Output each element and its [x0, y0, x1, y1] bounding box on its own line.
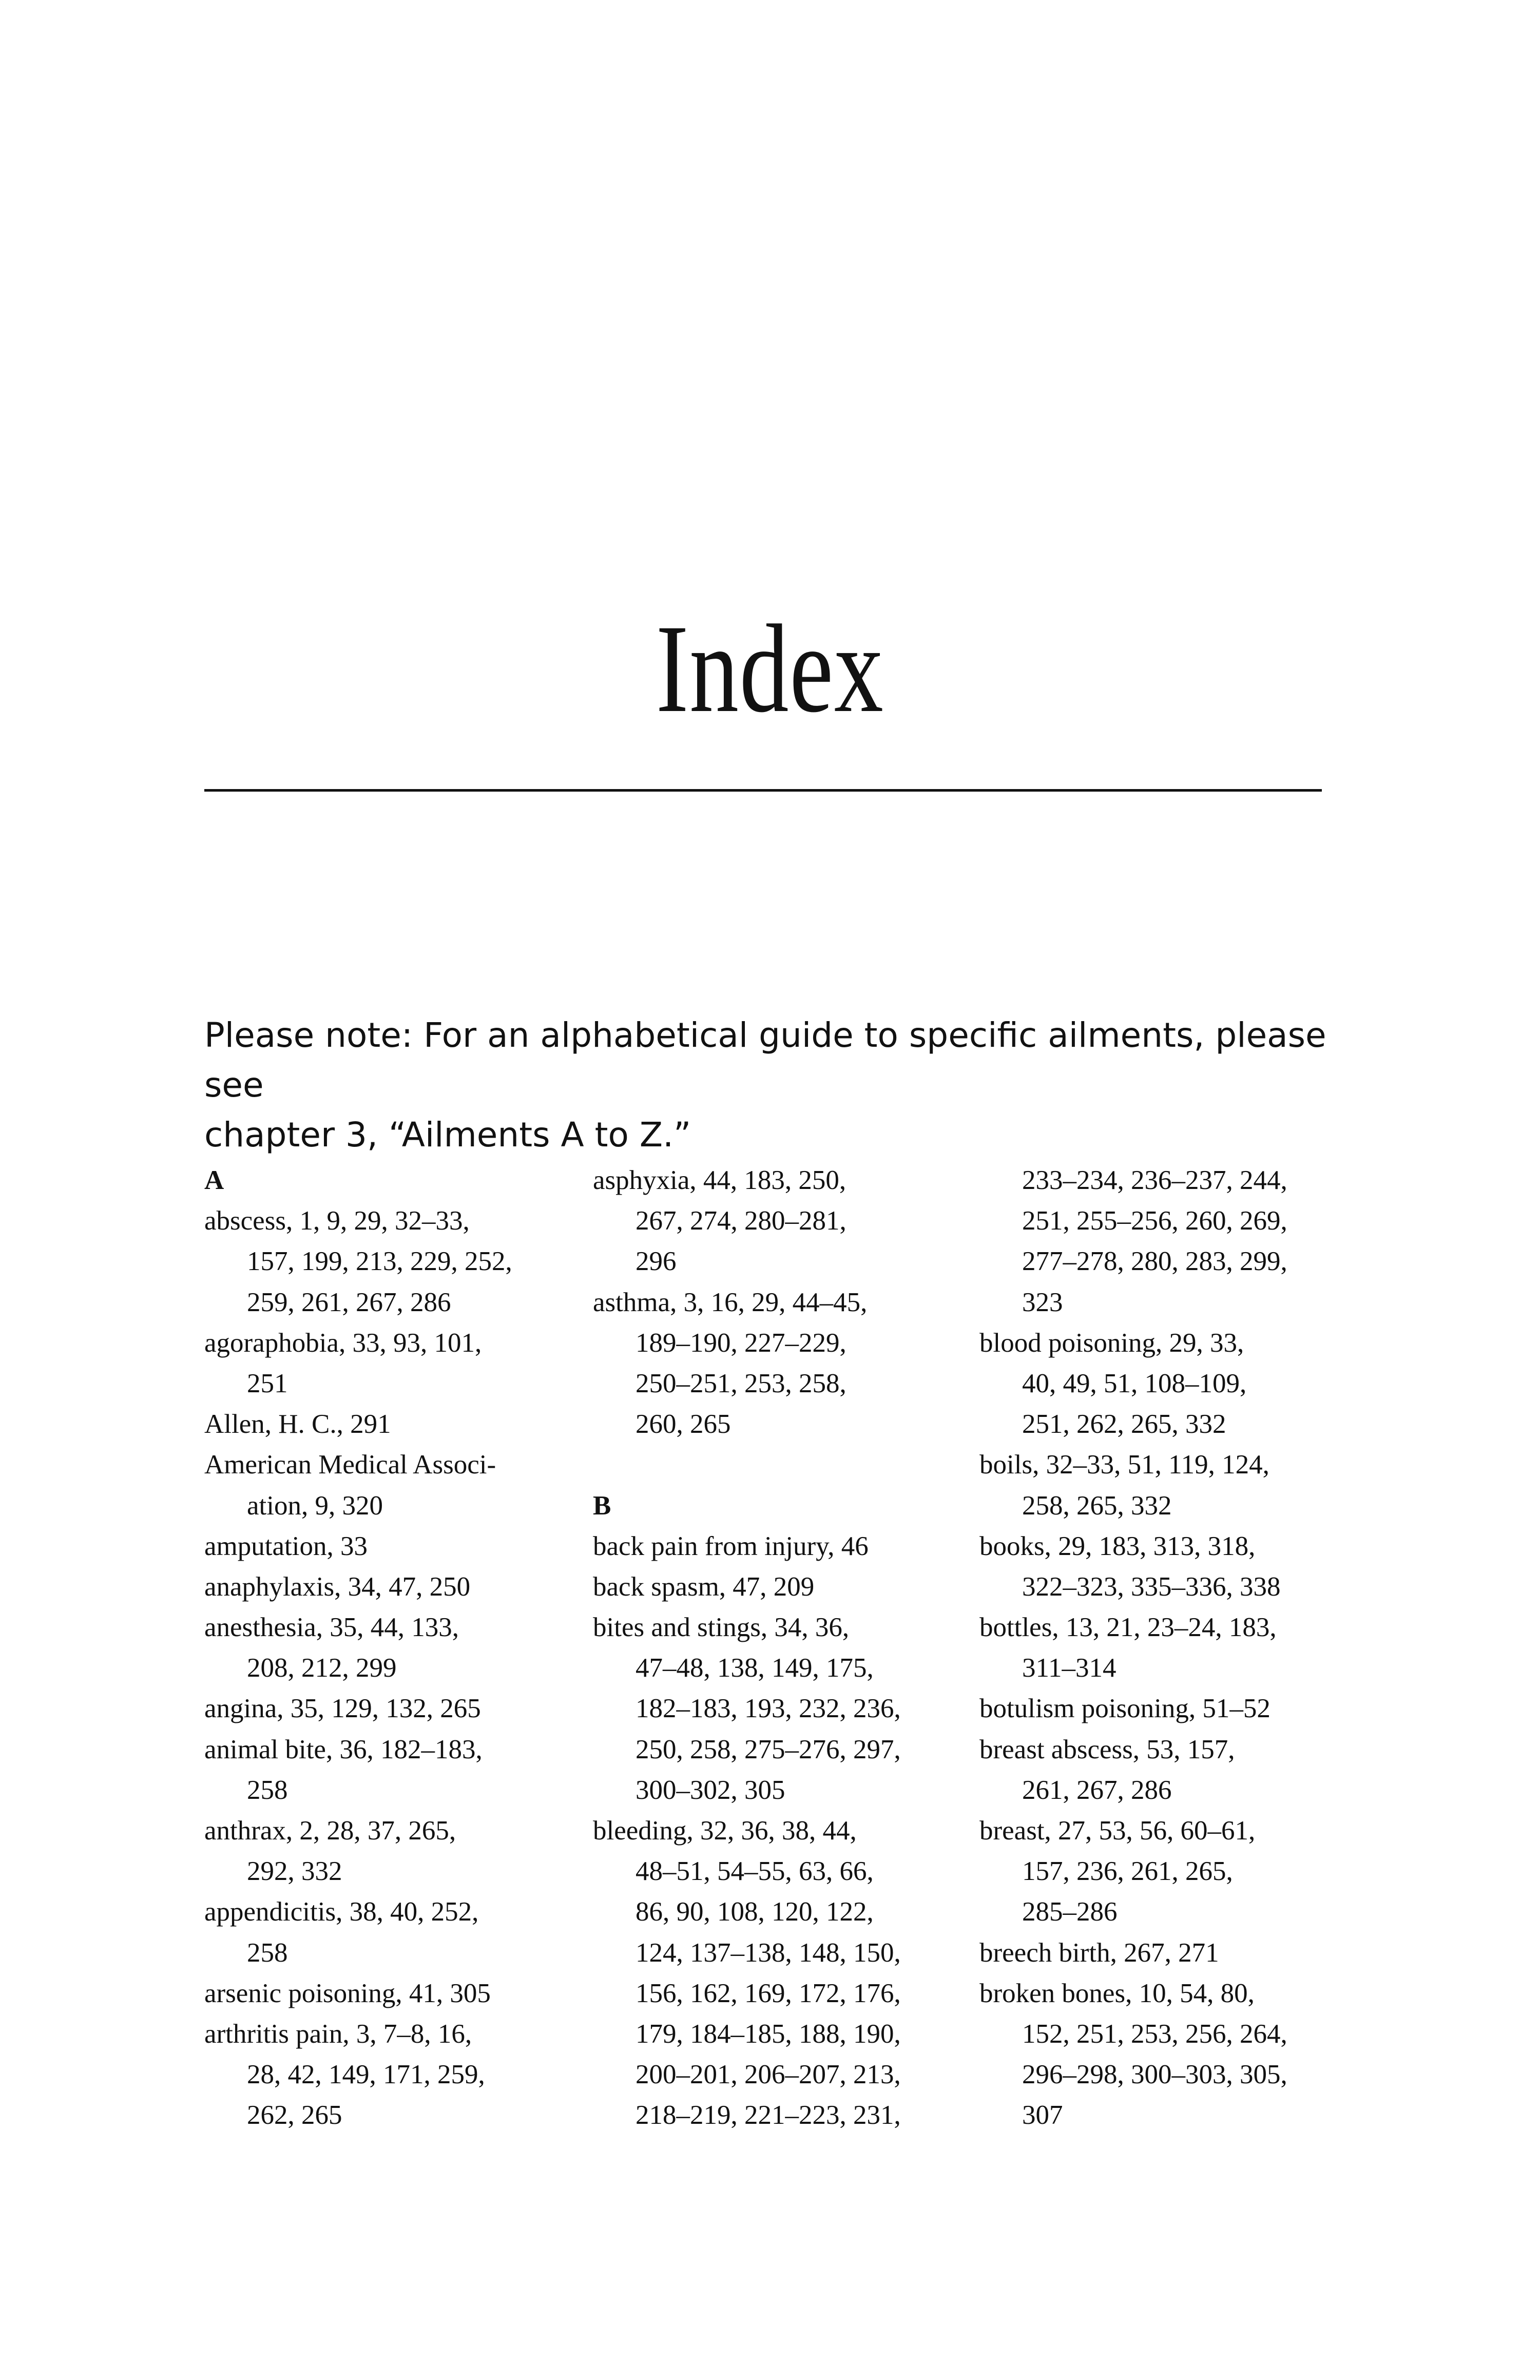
index-entry-continuation: 47–48, 138, 149, 175,: [636, 1653, 874, 1683]
index-entry-continuation: 277–278, 280, 283, 299,: [1022, 1246, 1287, 1277]
index-column-2: [593, 1160, 983, 2136]
index-entry: back spasm, 47, 209: [593, 1571, 815, 1602]
index-entry: breast abscess, 53, 157,: [979, 1734, 1235, 1764]
index-entry-continuation: 285–286: [1022, 1897, 1118, 1927]
index-entry: bottles, 13, 21, 23–24, 183,: [979, 1613, 1277, 1643]
index-entry-continuation: 307: [1022, 2100, 1063, 2131]
index-entry-continuation: 258: [247, 1937, 288, 1968]
index-entry: animal bite, 36, 182–183,: [204, 1734, 483, 1764]
index-note-line: Please note: For an alphabetical guide to specific ailments, please see: [204, 1015, 1326, 1105]
index-entry-continuation: 189–190, 227–229,: [636, 1328, 846, 1358]
index-entry-continuation: 124, 137–138, 148, 150,: [636, 1937, 901, 1968]
index-entry-continuation: 182–183, 193, 232, 236,: [636, 1694, 901, 1724]
index-entry-continuation: ation, 9, 320: [247, 1490, 383, 1521]
index-entry-continuation: 296–298, 300–303, 305,: [1022, 2060, 1287, 2090]
index-entry-continuation: 86, 90, 108, 120, 122,: [636, 1897, 874, 1927]
index-entry: bites and stings, 34, 36,: [593, 1613, 850, 1643]
index-entry: arsenic poisoning, 41, 305: [204, 1978, 491, 2008]
index-entry: asthma, 3, 16, 29, 44–45,: [593, 1287, 868, 1317]
index-entry-continuation: 250–251, 253, 258,: [636, 1368, 846, 1398]
index-spacer: [593, 1445, 983, 1485]
index-column-1: [204, 1160, 594, 2136]
index-entry: arthritis pain, 3, 7–8, 16,: [204, 2019, 472, 2049]
index-entry-continuation: 218–219, 221–223, 231,: [636, 2100, 901, 2131]
index-entry: anthrax, 2, 28, 37, 265,: [204, 1816, 456, 1846]
index-entry: anesthesia, 35, 44, 133,: [204, 1613, 459, 1643]
index-entry-continuation: 260, 265: [636, 1409, 731, 1439]
index-entry-continuation: 259, 261, 267, 286: [247, 1287, 451, 1317]
index-entry: blood poisoning, 29, 33,: [979, 1328, 1244, 1358]
index-entry: boils, 32–33, 51, 119, 124,: [979, 1450, 1269, 1480]
index-entry-continuation: 179, 184–185, 188, 190,: [636, 2019, 901, 2049]
index-entry: breast, 27, 53, 56, 60–61,: [979, 1816, 1256, 1846]
index-entry-continuation: 157, 236, 261, 265,: [1022, 1856, 1233, 1887]
index-entry-continuation: 157, 199, 213, 229, 252,: [247, 1246, 512, 1277]
index-entry-continuation: 250, 258, 275–276, 297,: [636, 1734, 901, 1764]
index-note: [204, 1010, 1334, 1160]
index-section-letter: B: [593, 1490, 611, 1521]
index-entry-continuation: 292, 332: [247, 1856, 342, 1887]
index-entry-continuation: 296: [636, 1246, 677, 1277]
index-entry-continuation: 152, 251, 253, 256, 264,: [1022, 2019, 1287, 2049]
index-entry: back pain from injury, 46: [593, 1531, 869, 1561]
index-entry-continuation: 40, 49, 51, 108–109,: [1022, 1368, 1247, 1398]
index-entry-continuation: 261, 267, 286: [1022, 1775, 1172, 1805]
index-entry: American Medical Associ-: [204, 1450, 496, 1480]
index-entry: agoraphobia, 33, 93, 101,: [204, 1328, 482, 1358]
index-entry: broken bones, 10, 54, 80,: [979, 1978, 1255, 2008]
index-entry-continuation: 323: [1022, 1287, 1063, 1317]
index-entry-continuation: 300–302, 305: [636, 1775, 785, 1805]
index-entry-continuation: 311–314: [1022, 1653, 1116, 1683]
index-entry-continuation: 267, 274, 280–281,: [636, 1206, 846, 1236]
index-entry-continuation: 258: [247, 1775, 288, 1805]
index-entry-continuation: 208, 212, 299: [247, 1653, 397, 1683]
index-entry: bleeding, 32, 36, 38, 44,: [593, 1816, 857, 1846]
index-entry-continuation: 156, 162, 169, 172, 176,: [636, 1978, 901, 2008]
index-entry-continuation: 251: [247, 1368, 288, 1398]
index-entry-continuation: 233–234, 236–237, 244,: [1022, 1165, 1287, 1195]
index-entry: appendicitis, 38, 40, 252,: [204, 1897, 479, 1927]
index-entry: Allen, H. C., 291: [204, 1409, 391, 1439]
index-entry-continuation: 258, 265, 332: [1022, 1490, 1172, 1521]
index-entry: amputation, 33: [204, 1531, 368, 1561]
index-entry: abscess, 1, 9, 29, 32–33,: [204, 1206, 470, 1236]
index-entry: breech birth, 267, 271: [979, 1937, 1219, 1968]
index-entry: asphyxia, 44, 183, 250,: [593, 1165, 846, 1195]
index-section-letter: A: [204, 1165, 224, 1195]
index-entry-continuation: 251, 255–256, 260, 269,: [1022, 1206, 1287, 1236]
index-entry: books, 29, 183, 313, 318,: [979, 1531, 1256, 1561]
title-rule: [204, 789, 1322, 792]
index-entry: angina, 35, 129, 132, 265: [204, 1694, 481, 1724]
index-entry-continuation: 28, 42, 149, 171, 259,: [247, 2060, 485, 2090]
page-title: Index: [656, 599, 884, 739]
index-entry: anaphylaxis, 34, 47, 250: [204, 1571, 471, 1602]
index-column-3: [979, 1160, 1370, 2136]
index-entry: botulism poisoning, 51–52: [979, 1694, 1270, 1724]
index-entry-continuation: 200–201, 206–207, 213,: [636, 2060, 901, 2090]
index-note-line: chapter 3, “Ailments A to Z.”: [204, 1115, 691, 1155]
index-entry-continuation: 48–51, 54–55, 63, 66,: [636, 1856, 874, 1887]
index-entry-continuation: 322–323, 335–336, 338: [1022, 1571, 1281, 1602]
index-entry-continuation: 262, 265: [247, 2100, 342, 2131]
index-entry-continuation: 251, 262, 265, 332: [1022, 1409, 1226, 1439]
